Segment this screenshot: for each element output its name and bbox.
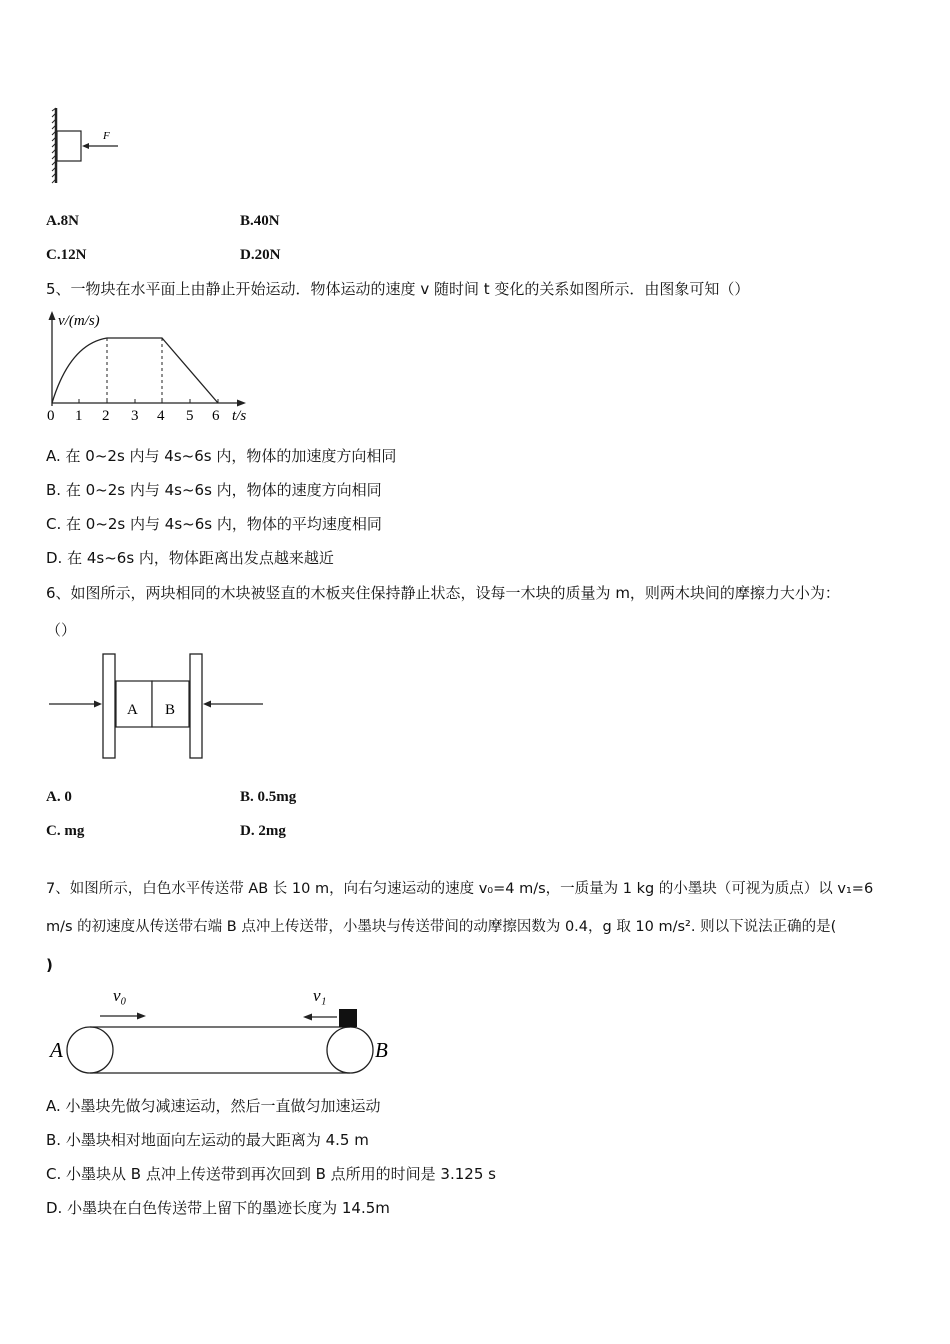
- q4-block: [57, 131, 81, 161]
- q7-option-c[interactable]: C. 小墨块从 B 点冲上传送带到再次回到 B 点所用的时间是 3.125 s: [46, 1165, 496, 1183]
- q7-label-v1: v₁: [313, 986, 327, 1005]
- q4-option-c[interactable]: C.12N: [46, 247, 87, 263]
- q5-tick-4: 4: [157, 408, 165, 424]
- q7-pulley-a: [67, 1027, 113, 1073]
- q5-tick-5: 5: [186, 408, 194, 424]
- q5-x-label: t/s: [232, 408, 247, 424]
- q6-label-a: A: [127, 702, 138, 718]
- q7-label-v0: v₀: [113, 986, 127, 1005]
- q6-option-b[interactable]: B. 0.5mg: [240, 789, 297, 805]
- q5-vt-curve: [52, 338, 218, 403]
- q6-right-board: [190, 654, 202, 758]
- q7-option-a[interactable]: A. 小墨块先做匀减速运动，然后一直做匀加速运动: [46, 1097, 381, 1115]
- q5-option-d[interactable]: D. 在 4s~6s 内，物体距离出发点越来越近: [46, 549, 334, 567]
- q7-stem-line3: ): [46, 956, 53, 974]
- q5-stem: 5、一物块在水平面上由静止开始运动．物体运动的速度 v 随时间 t 变化的关系如图所示．由图象可知（）: [46, 280, 750, 298]
- q7-label-b: B: [375, 1038, 388, 1062]
- q6-stem: 6、如图所示，两块相同的木块被竖直的木板夹住保持静止状态，设每一木块的质量为 m，则两木块间的摩擦力大小为：: [46, 584, 840, 602]
- q7-stem-line2: m/s 的初速度从传送带右端 B 点冲上传送带，小墨块与传送带间的动摩擦因数为 0.4，g 取 10 m/s². 则以下说法正确的是(: [46, 919, 837, 935]
- q4-option-d[interactable]: D.20N: [240, 247, 281, 263]
- q5-option-c[interactable]: C. 在 0~2s 内与 4s~6s 内，物体的平均速度相同: [46, 515, 382, 533]
- q5-option-a[interactable]: A. 在 0~2s 内与 4s~6s 内，物体的加速度方向相同: [46, 447, 397, 465]
- q5-tick-0: 0: [47, 408, 55, 424]
- q7-conveyor-figure: [45, 983, 405, 1078]
- q5-tick-2: 2: [102, 408, 110, 424]
- q5-option-b[interactable]: B. 在 0~2s 内与 4s~6s 内，物体的速度方向相同: [46, 481, 382, 499]
- q6-option-a[interactable]: A. 0: [46, 789, 72, 805]
- q7-pulley-b: [327, 1027, 373, 1073]
- q6-option-d[interactable]: D. 2mg: [240, 823, 286, 839]
- q6-figure: [45, 648, 270, 764]
- q5-tick-1: 1: [75, 408, 83, 424]
- q6-stem-cont: （）: [46, 621, 77, 639]
- q5-tick-3: 3: [131, 408, 139, 424]
- q7-option-b[interactable]: B. 小墨块相对地面向左运动的最大距离为 4.5 m: [46, 1131, 369, 1149]
- q4-wall-hatching: [52, 108, 56, 183]
- q6-label-b: B: [165, 702, 176, 718]
- q4-force-label: F: [103, 130, 110, 142]
- q7-label-a: A: [50, 1038, 63, 1062]
- q5-vt-graph: [40, 306, 260, 426]
- q4-figure: [40, 105, 140, 190]
- q6-option-c[interactable]: C. mg: [46, 823, 85, 839]
- q4-option-b[interactable]: B.40N: [240, 213, 280, 229]
- q7-option-d[interactable]: D. 小墨块在白色传送带上留下的墨迹长度为 14.5m: [46, 1199, 390, 1217]
- q7-stem-line1: 7、如图所示，白色水平传送带 AB 长 10 m，向右匀速运动的速度 v₀=4 m/s，一质量为 1 kg 的小墨块（可视为质点）以 v₁=6: [46, 881, 874, 897]
- q7-ink-block: [339, 1009, 357, 1027]
- q6-left-board: [103, 654, 115, 758]
- q4-option-a[interactable]: A.8N: [46, 213, 79, 229]
- q5-tick-6: 6: [212, 408, 220, 424]
- q5-y-label: v/(m/s): [58, 313, 100, 329]
